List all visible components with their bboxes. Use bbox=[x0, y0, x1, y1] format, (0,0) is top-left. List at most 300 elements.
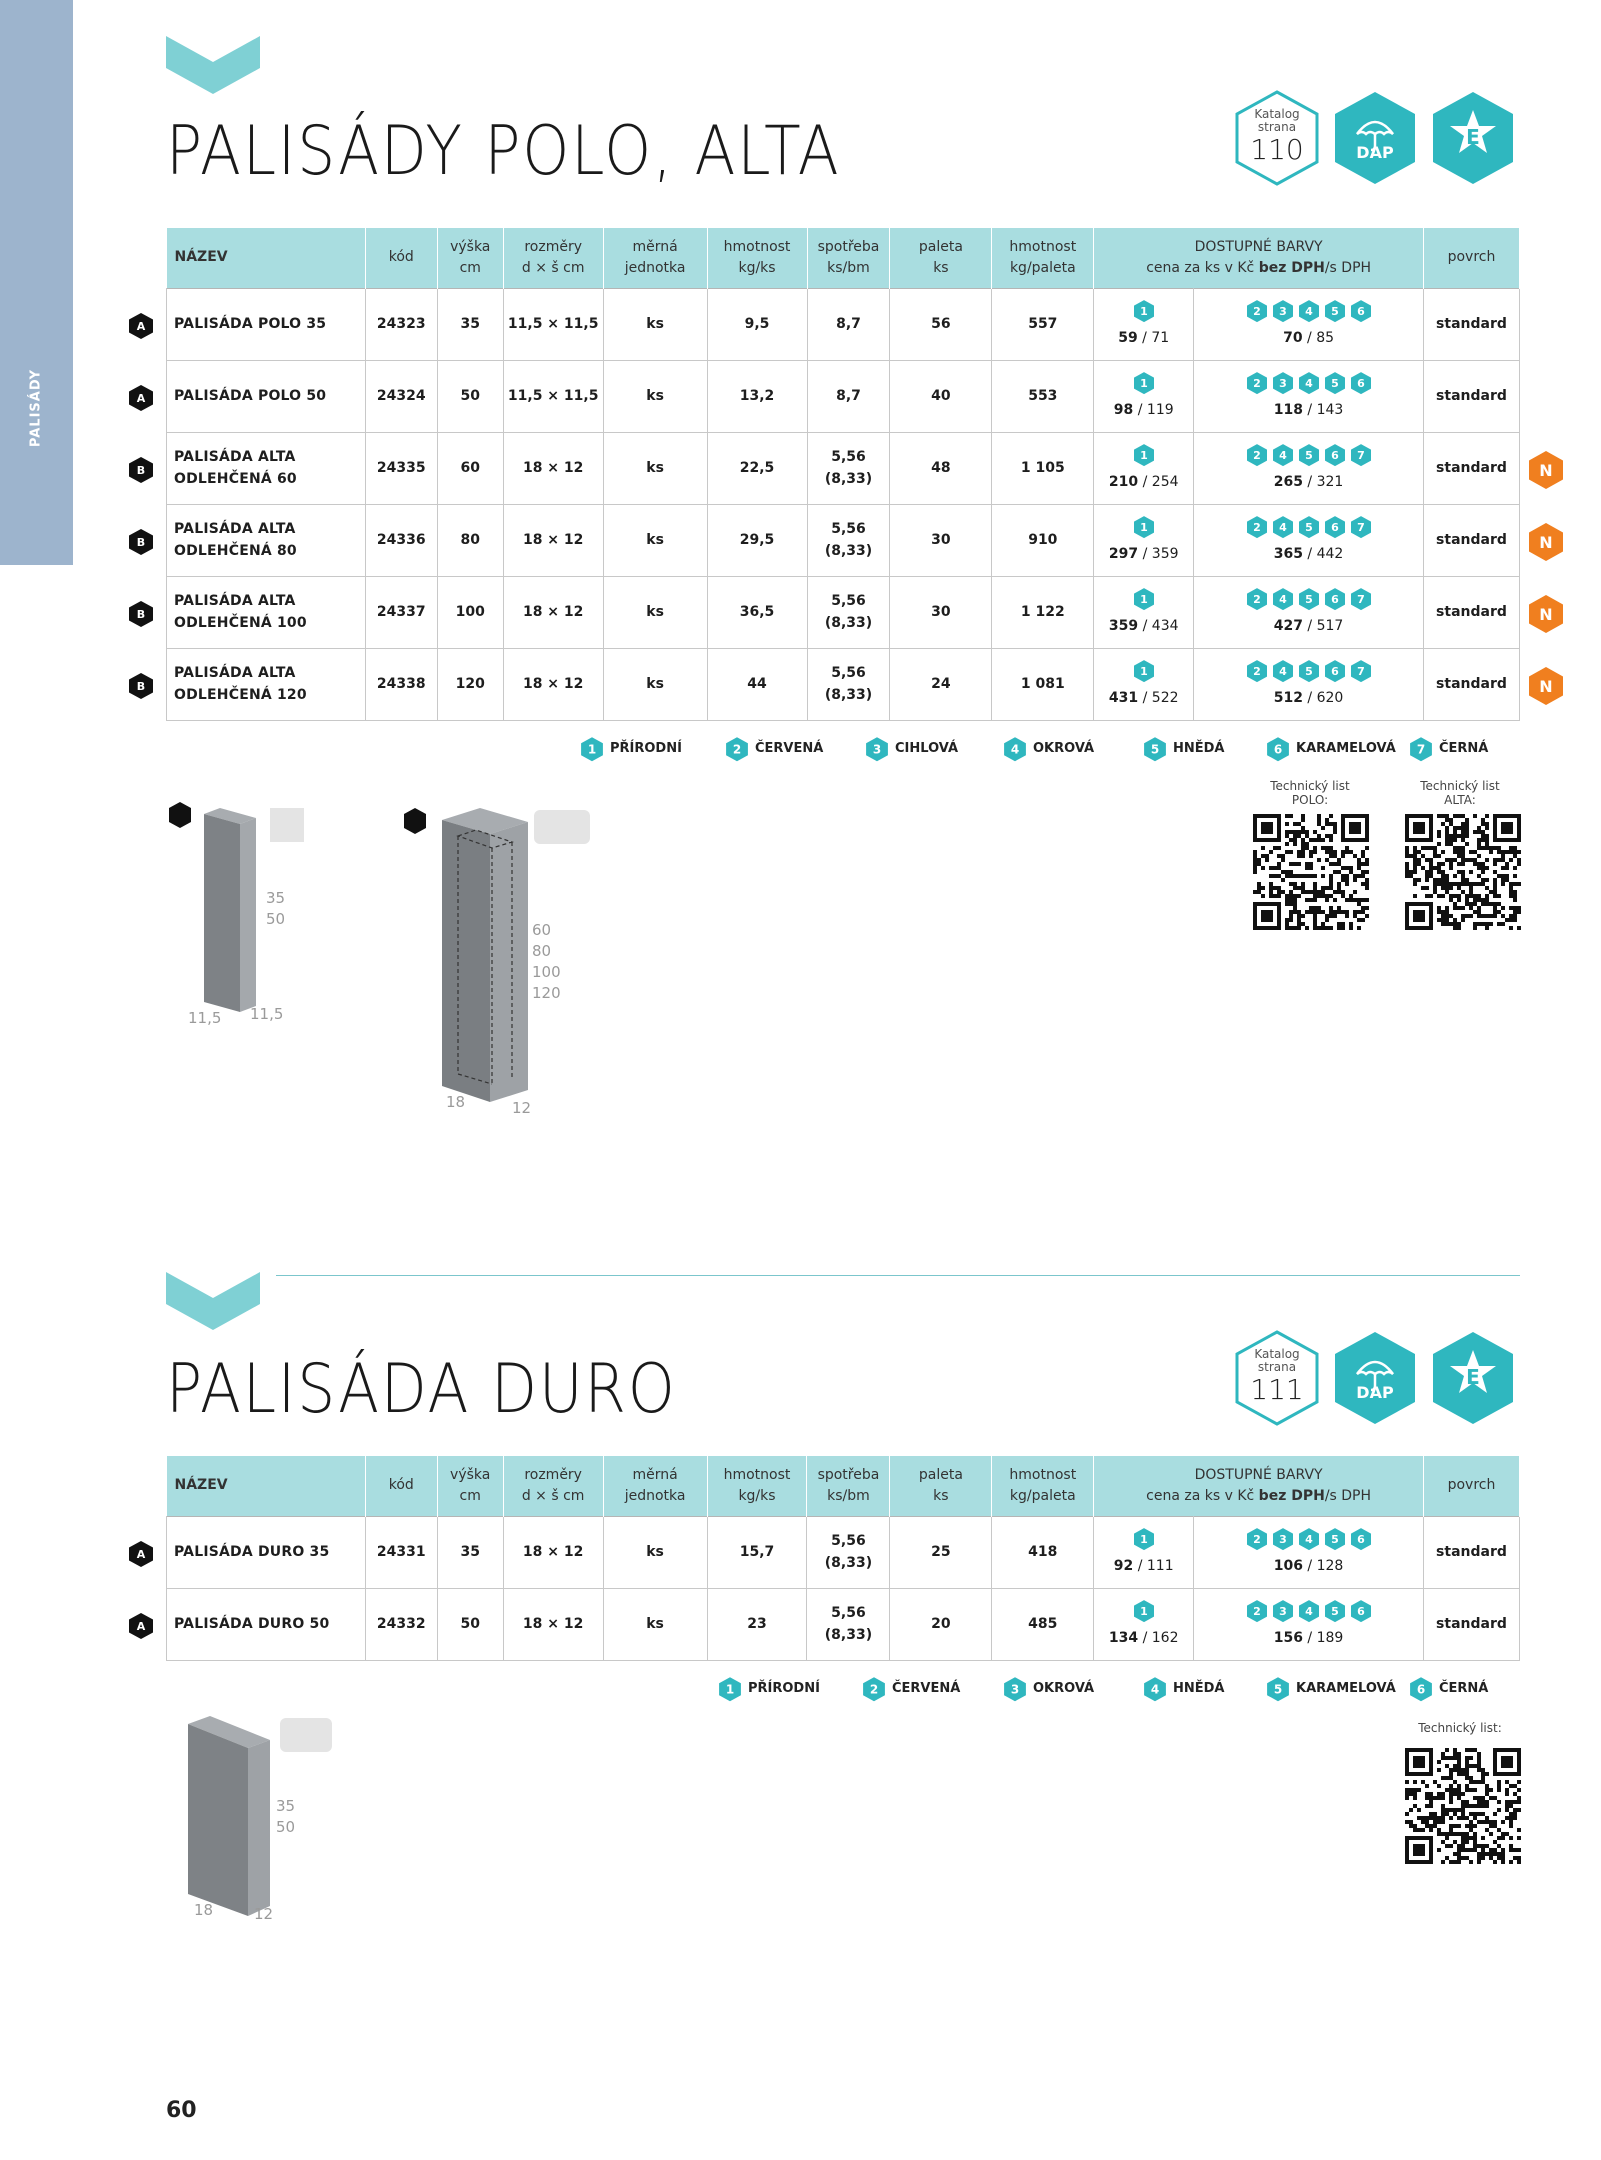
svg-text:1: 1 bbox=[1139, 1604, 1148, 1618]
cell-color-colored: 2 3 4 5 6 106 / 128 bbox=[1194, 1516, 1424, 1588]
svg-text:B: B bbox=[136, 680, 146, 693]
cell-color-natural: 1 59 / 71 bbox=[1094, 288, 1194, 360]
col-merna: měrná jednotka bbox=[603, 1456, 707, 1516]
svg-text:4: 4 bbox=[1304, 1604, 1313, 1618]
cell-hmotnost: 15,7 bbox=[707, 1516, 807, 1588]
cell-nazev: PALISÁDA ALTA ODLEHČENÁ 80 bbox=[167, 504, 366, 576]
color-3-icon bbox=[1272, 371, 1294, 395]
cell-hmotnost: 13,2 bbox=[707, 360, 807, 432]
cell-color-natural: 1 92 / 111 bbox=[1094, 1516, 1194, 1588]
color-legend bbox=[0, 734, 1601, 764]
legend-color-icon bbox=[1409, 736, 1431, 760]
cell-rozmery: 18 × 12 bbox=[503, 1516, 603, 1588]
color-6-icon bbox=[1350, 371, 1372, 395]
qr-label-duro: Technický list: bbox=[1418, 1721, 1502, 1735]
legend-item: 3 OKROVÁ bbox=[1003, 1676, 1094, 1700]
cell-color-natural: 1 359 / 434 bbox=[1094, 576, 1194, 648]
polo-heights: 35 50 bbox=[266, 889, 286, 928]
duro-depth: 12 bbox=[254, 1905, 274, 1923]
cell-jednotka: ks bbox=[603, 648, 707, 720]
cell-vyska: 100 bbox=[437, 576, 503, 648]
dap-badge bbox=[1330, 1328, 1420, 1428]
new-product-badge bbox=[1528, 594, 1564, 634]
cell-vyska: 50 bbox=[437, 1588, 503, 1660]
section2-title: PALISÁDA DURO bbox=[166, 1350, 677, 1429]
svg-text:7: 7 bbox=[1356, 448, 1365, 462]
cell-povrch: standard bbox=[1423, 360, 1519, 432]
cell-spotreba: 5,56 (8,33) bbox=[807, 1588, 890, 1660]
cell-rozmery: 18 × 12 bbox=[503, 504, 603, 576]
legend-color-icon bbox=[1143, 1676, 1165, 1700]
svg-text:5: 5 bbox=[1330, 304, 1339, 318]
polo-depth: 11,5 bbox=[250, 1005, 284, 1023]
qr-label-alta: Technický list ALTA: bbox=[1420, 779, 1500, 807]
cell-povrch: standard bbox=[1423, 648, 1519, 720]
color-swatch bbox=[270, 808, 304, 842]
legend-item: 6 ČERNÁ bbox=[1409, 1676, 1488, 1700]
color-5-icon bbox=[1298, 443, 1320, 467]
color-7-icon bbox=[1350, 587, 1372, 611]
new-product-badge bbox=[1528, 450, 1564, 490]
cell-vyska: 60 bbox=[437, 432, 503, 504]
svg-text:A: A bbox=[136, 320, 146, 333]
cell-hmotnost: 9,5 bbox=[707, 288, 807, 360]
svg-text:4: 4 bbox=[1304, 304, 1313, 318]
svg-text:6: 6 bbox=[1356, 376, 1365, 390]
svg-text:3: 3 bbox=[1278, 1604, 1287, 1618]
cell-hmotnost-paleta: 1 105 bbox=[992, 432, 1094, 504]
row-type-mark bbox=[128, 528, 154, 556]
duro-heights: 35 50 bbox=[276, 1797, 296, 1836]
color-7-icon bbox=[1350, 515, 1372, 539]
color-4-icon bbox=[1272, 659, 1294, 683]
color-4-icon bbox=[1298, 371, 1320, 395]
illustration-mark-a bbox=[169, 802, 191, 828]
color-3-icon bbox=[1272, 1599, 1294, 1623]
col-povrch: povrch bbox=[1423, 1456, 1519, 1516]
legend-color-icon bbox=[1003, 736, 1025, 760]
legend-item: 5 HNĚDÁ bbox=[1143, 736, 1225, 760]
page-number: 60 bbox=[166, 2098, 197, 2123]
legend-item: 6 KARAMELOVÁ bbox=[1266, 736, 1396, 760]
cell-paleta: 20 bbox=[890, 1588, 992, 1660]
cell-vyska: 35 bbox=[437, 1516, 503, 1588]
col-vyska: výška cm bbox=[437, 228, 503, 288]
color-4-icon bbox=[1272, 587, 1294, 611]
color-6-icon bbox=[1350, 1599, 1372, 1623]
color-6-icon bbox=[1350, 1527, 1372, 1551]
e-label: E bbox=[1466, 125, 1480, 149]
legend-item: 4 OKROVÁ bbox=[1003, 736, 1094, 760]
col-rozmery: rozměry d × š cm bbox=[503, 228, 603, 288]
color-6-icon bbox=[1324, 659, 1346, 683]
color-1-icon bbox=[1133, 587, 1155, 611]
cell-kod: 24332 bbox=[365, 1588, 437, 1660]
cell-kod: 24324 bbox=[365, 360, 437, 432]
col-paleta: paleta ks bbox=[890, 1456, 992, 1516]
cell-hmotnost: 29,5 bbox=[707, 504, 807, 576]
svg-text:2: 2 bbox=[869, 1682, 879, 1697]
color-5-icon bbox=[1324, 1527, 1346, 1551]
cell-spotreba: 5,56 (8,33) bbox=[807, 432, 890, 504]
cell-color-natural: 1 134 / 162 bbox=[1094, 1588, 1194, 1660]
svg-text:4: 4 bbox=[1278, 592, 1287, 606]
qr-code-alta[interactable] bbox=[1405, 814, 1521, 930]
cell-rozmery: 18 × 12 bbox=[503, 432, 603, 504]
color-4-icon bbox=[1272, 515, 1294, 539]
catalog-label: Katalog bbox=[1254, 107, 1300, 121]
cell-vyska: 120 bbox=[437, 648, 503, 720]
cell-kod: 24336 bbox=[365, 504, 437, 576]
color-5-icon bbox=[1324, 371, 1346, 395]
cell-paleta: 56 bbox=[890, 288, 992, 360]
row-type-mark bbox=[128, 312, 154, 340]
legend-color-icon bbox=[580, 736, 602, 760]
col-spotreba: spotřeba ks/bm bbox=[807, 228, 890, 288]
color-6-icon bbox=[1324, 587, 1346, 611]
color-7-icon bbox=[1350, 443, 1372, 467]
svg-text:4: 4 bbox=[1278, 520, 1287, 534]
catalog-page-number: 111 bbox=[1250, 1373, 1304, 1406]
col-nazev: NÁZEV bbox=[167, 1456, 366, 1516]
legend-color-icon bbox=[1409, 1676, 1431, 1700]
legend-item: 4 HNĚDÁ bbox=[1143, 1676, 1225, 1700]
cell-spotreba: 5,56 (8,33) bbox=[807, 504, 890, 576]
svg-text:5: 5 bbox=[1304, 520, 1313, 534]
color-4-icon bbox=[1272, 443, 1294, 467]
section-chevron-icon bbox=[166, 36, 260, 96]
cell-kod: 24337 bbox=[365, 576, 437, 648]
svg-text:4: 4 bbox=[1010, 742, 1020, 757]
row-type-mark bbox=[128, 456, 154, 484]
legend-color-icon bbox=[1266, 1676, 1288, 1700]
duro-width: 18 bbox=[194, 1901, 214, 1919]
cell-rozmery: 18 × 12 bbox=[503, 648, 603, 720]
cell-paleta: 30 bbox=[890, 576, 992, 648]
legend-item: 1 PŘÍRODNÍ bbox=[718, 1676, 820, 1700]
cell-color-colored: 2 4 5 6 7 427 / 517 bbox=[1194, 576, 1424, 648]
svg-text:7: 7 bbox=[1356, 520, 1365, 534]
legend-color-icon bbox=[718, 1676, 740, 1700]
cell-hmotnost-paleta: 553 bbox=[992, 360, 1094, 432]
table-row bbox=[167, 1516, 1520, 1588]
cell-vyska: 35 bbox=[437, 288, 503, 360]
cell-color-natural: 1 297 / 359 bbox=[1094, 504, 1194, 576]
cell-paleta: 30 bbox=[890, 504, 992, 576]
svg-text:6: 6 bbox=[1330, 448, 1339, 462]
cell-spotreba: 5,56 (8,33) bbox=[807, 648, 890, 720]
color-3-icon bbox=[1272, 299, 1294, 323]
catalog-page-badge[interactable] bbox=[1232, 1328, 1322, 1428]
e-badge bbox=[1428, 1328, 1518, 1428]
cell-color-colored: 2 3 4 5 6 70 / 85 bbox=[1194, 288, 1424, 360]
svg-text:1: 1 bbox=[1139, 304, 1148, 318]
table-row bbox=[167, 1588, 1520, 1660]
svg-text:6: 6 bbox=[1356, 1532, 1365, 1546]
cell-hmotnost-paleta: 485 bbox=[992, 1588, 1094, 1660]
row-type-mark bbox=[128, 1612, 154, 1640]
dap-label: DAP bbox=[1356, 1383, 1394, 1402]
svg-text:2: 2 bbox=[1252, 520, 1261, 534]
cell-hmotnost-paleta: 557 bbox=[992, 288, 1094, 360]
legend-color-icon bbox=[1003, 1676, 1025, 1700]
svg-text:5: 5 bbox=[1150, 742, 1160, 757]
svg-text:B: B bbox=[136, 536, 146, 549]
cell-jednotka: ks bbox=[603, 1588, 707, 1660]
color-6-icon bbox=[1324, 443, 1346, 467]
col-barvy: DOSTUPNÉ BARVY cena za ks v Kč bez DPH/s DPH bbox=[1094, 228, 1424, 288]
svg-text:4: 4 bbox=[1278, 664, 1287, 678]
product-table-duro bbox=[166, 1456, 1520, 1661]
legend-item: 3 CIHLOVÁ bbox=[865, 736, 958, 760]
svg-text:2: 2 bbox=[1252, 304, 1261, 318]
cell-povrch: standard bbox=[1423, 576, 1519, 648]
svg-text:2: 2 bbox=[732, 742, 742, 757]
qr-label-polo: Technický list POLO: bbox=[1270, 779, 1350, 807]
color-1-icon bbox=[1133, 1527, 1155, 1551]
svg-text:5: 5 bbox=[1330, 1532, 1339, 1546]
section-chevron-icon bbox=[166, 1272, 260, 1332]
svg-text:1: 1 bbox=[1139, 520, 1148, 534]
product-illustrations-polo-alta bbox=[120, 800, 600, 1120]
table-header-row bbox=[167, 228, 1520, 288]
cell-hmotnost-paleta: 1 122 bbox=[992, 576, 1094, 648]
cell-kod: 24331 bbox=[365, 1516, 437, 1588]
col-vyska: výška cm bbox=[437, 1456, 503, 1516]
svg-text:1: 1 bbox=[1139, 1532, 1148, 1546]
svg-text:6: 6 bbox=[1330, 592, 1339, 606]
svg-text:4: 4 bbox=[1304, 376, 1313, 390]
svg-text:2: 2 bbox=[1252, 664, 1261, 678]
cell-rozmery: 11,5 × 11,5 bbox=[503, 288, 603, 360]
color-1-icon bbox=[1133, 299, 1155, 323]
cell-hmotnost-paleta: 1 081 bbox=[992, 648, 1094, 720]
side-tab bbox=[0, 0, 73, 565]
cell-paleta: 48 bbox=[890, 432, 992, 504]
table-body bbox=[167, 1516, 1520, 1660]
e-label: E bbox=[1466, 1365, 1480, 1389]
svg-text:1: 1 bbox=[1139, 592, 1148, 606]
cell-nazev: PALISÁDA ALTA ODLEHČENÁ 120 bbox=[167, 648, 366, 720]
cell-color-natural: 1 98 / 119 bbox=[1094, 360, 1194, 432]
cell-povrch: standard bbox=[1423, 432, 1519, 504]
catalog-strana-label: strana bbox=[1257, 120, 1297, 134]
color-5-icon bbox=[1324, 1599, 1346, 1623]
legend-item: 7 ČERNÁ bbox=[1409, 736, 1488, 760]
cell-color-colored: 2 3 4 5 6 156 / 189 bbox=[1194, 1588, 1424, 1660]
cell-hmotnost-paleta: 910 bbox=[992, 504, 1094, 576]
svg-text:6: 6 bbox=[1356, 1604, 1365, 1618]
cell-paleta: 25 bbox=[890, 1516, 992, 1588]
cell-nazev: PALISÁDA DURO 35 bbox=[167, 1516, 366, 1588]
svg-text:6: 6 bbox=[1330, 520, 1339, 534]
polo-block-image bbox=[204, 808, 256, 1012]
col-povrch: povrch bbox=[1423, 228, 1519, 288]
cell-nazev: PALISÁDA DURO 50 bbox=[167, 1588, 366, 1660]
row-type-mark bbox=[128, 384, 154, 412]
cell-kod: 24323 bbox=[365, 288, 437, 360]
illustration-mark-b bbox=[404, 808, 426, 834]
catalog-page-number: 110 bbox=[1250, 133, 1304, 166]
col-paleta: paleta ks bbox=[890, 228, 992, 288]
cell-hmotnost: 44 bbox=[707, 648, 807, 720]
color-5-icon bbox=[1298, 515, 1320, 539]
svg-text:N: N bbox=[1539, 677, 1553, 696]
svg-text:2: 2 bbox=[1252, 592, 1261, 606]
cell-nazev: PALISÁDA ALTA ODLEHČENÁ 60 bbox=[167, 432, 366, 504]
cell-color-natural: 1 210 / 254 bbox=[1094, 432, 1194, 504]
dap-label: DAP bbox=[1356, 143, 1394, 162]
color-4-icon bbox=[1298, 299, 1320, 323]
new-product-badge bbox=[1528, 666, 1564, 706]
svg-text:4: 4 bbox=[1150, 1682, 1160, 1697]
cell-vyska: 80 bbox=[437, 504, 503, 576]
svg-text:A: A bbox=[136, 1548, 146, 1561]
cell-spotreba: 8,7 bbox=[807, 288, 890, 360]
svg-text:1: 1 bbox=[1139, 448, 1148, 462]
cell-kod: 24338 bbox=[365, 648, 437, 720]
polo-width: 11,5 bbox=[188, 1009, 222, 1027]
legend-color-icon bbox=[865, 736, 887, 760]
svg-text:1: 1 bbox=[587, 742, 597, 757]
svg-text:5: 5 bbox=[1304, 592, 1313, 606]
cell-hmotnost-paleta: 418 bbox=[992, 1516, 1094, 1588]
cell-povrch: standard bbox=[1423, 288, 1519, 360]
col-nazev: NÁZEV bbox=[167, 228, 366, 288]
cell-rozmery: 18 × 12 bbox=[503, 576, 603, 648]
svg-text:A: A bbox=[136, 1620, 146, 1633]
col-hmotnost-paleta: hmotnost kg/paleta bbox=[992, 228, 1094, 288]
svg-text:1: 1 bbox=[725, 1682, 735, 1697]
svg-text:N: N bbox=[1539, 533, 1553, 552]
svg-text:N: N bbox=[1539, 605, 1553, 624]
color-3-icon bbox=[1272, 1527, 1294, 1551]
color-2-icon bbox=[1246, 1599, 1268, 1623]
qr-code-polo[interactable] bbox=[1253, 814, 1369, 930]
alta-heights: 60 80 100 120 bbox=[532, 921, 561, 1002]
svg-text:6: 6 bbox=[1273, 742, 1283, 757]
qr-code-duro[interactable] bbox=[1405, 1748, 1521, 1864]
color-5-icon bbox=[1298, 587, 1320, 611]
col-hmotnost-paleta: hmotnost kg/paleta bbox=[992, 1456, 1094, 1516]
row-type-mark bbox=[128, 672, 154, 700]
color-1-icon bbox=[1133, 659, 1155, 683]
cell-vyska: 50 bbox=[437, 360, 503, 432]
legend-item: 2 ČERVENÁ bbox=[725, 736, 823, 760]
color-6-icon bbox=[1324, 515, 1346, 539]
cell-spotreba: 5,56 (8,33) bbox=[807, 576, 890, 648]
row-type-mark bbox=[128, 600, 154, 628]
table-body bbox=[167, 288, 1520, 720]
cell-jednotka: ks bbox=[603, 576, 707, 648]
svg-text:3: 3 bbox=[1278, 1532, 1287, 1546]
col-hmotnost: hmotnost kg/ks bbox=[707, 1456, 807, 1516]
cell-jednotka: ks bbox=[603, 432, 707, 504]
col-barvy: DOSTUPNÉ BARVY cena za ks v Kč bez DPH/s DPH bbox=[1094, 1456, 1424, 1516]
color-1-icon bbox=[1133, 371, 1155, 395]
col-kod: kód bbox=[365, 228, 437, 288]
table-row bbox=[167, 360, 1520, 432]
table-header-row bbox=[167, 1456, 1520, 1516]
color-2-icon bbox=[1246, 515, 1268, 539]
svg-text:6: 6 bbox=[1416, 1682, 1426, 1697]
legend-color-icon bbox=[1143, 736, 1165, 760]
svg-text:5: 5 bbox=[1330, 376, 1339, 390]
svg-text:3: 3 bbox=[1010, 1682, 1020, 1697]
row-type-mark bbox=[128, 1540, 154, 1568]
cell-rozmery: 18 × 12 bbox=[503, 1588, 603, 1660]
color-4-icon bbox=[1298, 1527, 1320, 1551]
dap-badge bbox=[1330, 88, 1420, 188]
svg-text:B: B bbox=[136, 608, 146, 621]
cell-nazev: PALISÁDA POLO 35 bbox=[167, 288, 366, 360]
svg-text:1: 1 bbox=[1139, 664, 1148, 678]
cell-hmotnost: 23 bbox=[707, 1588, 807, 1660]
table-row bbox=[167, 432, 1520, 504]
legend-item: 2 ČERVENÁ bbox=[862, 1676, 960, 1700]
svg-text:2: 2 bbox=[1252, 448, 1261, 462]
legend-color-icon bbox=[862, 1676, 884, 1700]
alta-depth: 12 bbox=[512, 1099, 532, 1117]
cell-color-colored: 2 3 4 5 6 118 / 143 bbox=[1194, 360, 1424, 432]
svg-text:2: 2 bbox=[1252, 1604, 1261, 1618]
svg-text:A: A bbox=[136, 392, 146, 405]
color-4-icon bbox=[1298, 1599, 1320, 1623]
catalog-page-badge[interactable] bbox=[1232, 88, 1322, 188]
legend-item: 5 KARAMELOVÁ bbox=[1266, 1676, 1396, 1700]
cell-spotreba: 5,56 (8,33) bbox=[807, 1516, 890, 1588]
cell-jednotka: ks bbox=[603, 288, 707, 360]
svg-text:4: 4 bbox=[1304, 1532, 1313, 1546]
cell-povrch: standard bbox=[1423, 1516, 1519, 1588]
catalog-label: Katalog bbox=[1254, 1347, 1300, 1361]
svg-text:6: 6 bbox=[1330, 664, 1339, 678]
cell-color-colored: 2 4 5 6 7 365 / 442 bbox=[1194, 504, 1424, 576]
cell-jednotka: ks bbox=[603, 504, 707, 576]
cell-nazev: PALISÁDA POLO 50 bbox=[167, 360, 366, 432]
svg-text:3: 3 bbox=[872, 742, 882, 757]
svg-text:5: 5 bbox=[1330, 1604, 1339, 1618]
color-legend bbox=[0, 1674, 1601, 1704]
table-row bbox=[167, 576, 1520, 648]
color-2-icon bbox=[1246, 443, 1268, 467]
color-2-icon bbox=[1246, 659, 1268, 683]
cell-nazev: PALISÁDA ALTA ODLEHČENÁ 100 bbox=[167, 576, 366, 648]
cell-rozmery: 11,5 × 11,5 bbox=[503, 360, 603, 432]
svg-text:1: 1 bbox=[1139, 376, 1148, 390]
table-row bbox=[167, 504, 1520, 576]
svg-text:5: 5 bbox=[1273, 1682, 1283, 1697]
color-2-icon bbox=[1246, 587, 1268, 611]
catalog-strana-label: strana bbox=[1257, 1360, 1297, 1374]
svg-text:3: 3 bbox=[1278, 304, 1287, 318]
cell-hmotnost: 36,5 bbox=[707, 576, 807, 648]
color-2-icon bbox=[1246, 1527, 1268, 1551]
color-2-icon bbox=[1246, 371, 1268, 395]
col-spotreba: spotřeba ks/bm bbox=[807, 1456, 890, 1516]
col-kod: kód bbox=[365, 1456, 437, 1516]
svg-text:B: B bbox=[136, 464, 146, 477]
svg-text:5: 5 bbox=[1304, 448, 1313, 462]
legend-item: 1 PŘÍRODNÍ bbox=[580, 736, 682, 760]
svg-text:3: 3 bbox=[1278, 376, 1287, 390]
cell-kod: 24335 bbox=[365, 432, 437, 504]
legend-color-icon bbox=[725, 736, 747, 760]
cell-color-colored: 2 4 5 6 7 512 / 620 bbox=[1194, 648, 1424, 720]
svg-text:2: 2 bbox=[1252, 376, 1261, 390]
col-hmotnost: hmotnost kg/ks bbox=[707, 228, 807, 288]
duro-block-image bbox=[188, 1716, 270, 1916]
